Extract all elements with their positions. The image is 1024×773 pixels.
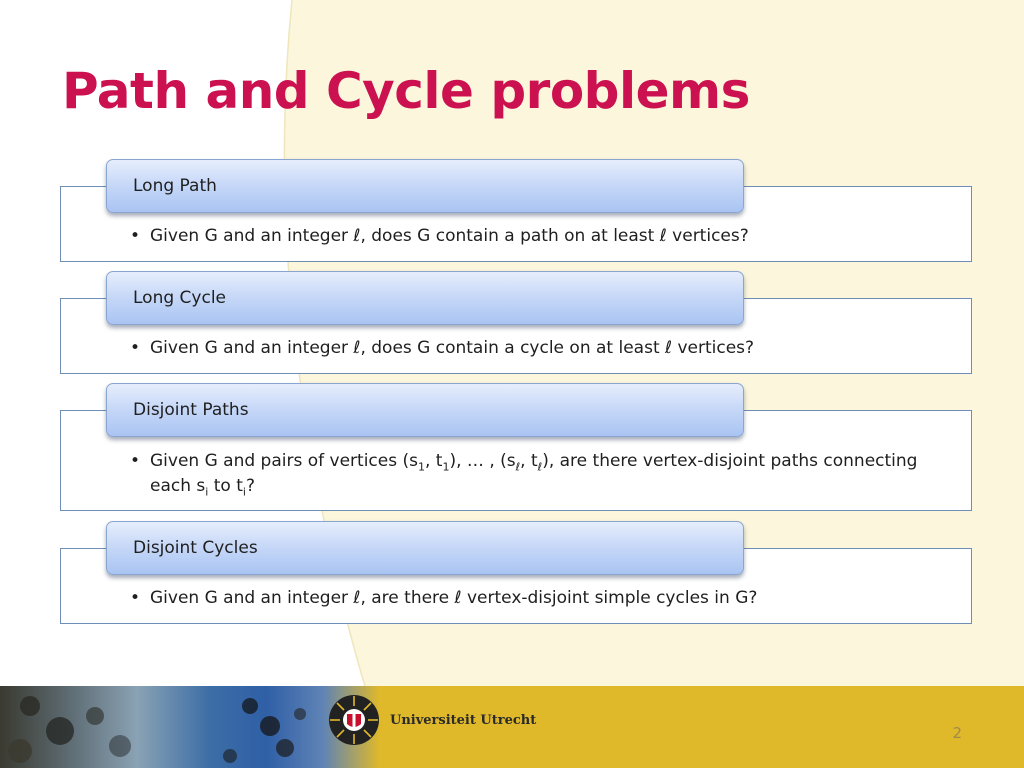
slide-title: Path and Cycle problems bbox=[62, 62, 750, 120]
bullet-text: Given G and pairs of vertices ($s_1$, $t_1$), … , ($s_\ell$, $t_\ell$), are there vertex-disjoint paths connecting each $s_i$ to $t_i$? bbox=[150, 451, 918, 499]
bullet-text: Given G and an integer ℓ, does G contain a cycle on at least ℓ vertices? bbox=[150, 338, 755, 358]
item-heading-disjoint-cycles: Disjoint Cycles bbox=[106, 521, 744, 575]
university-logo bbox=[328, 694, 536, 746]
footer-photo-texture bbox=[0, 686, 380, 768]
sun-seal-icon bbox=[328, 694, 380, 746]
footer-bar bbox=[0, 686, 1024, 768]
item-heading-disjoint-paths: Disjoint Paths bbox=[106, 383, 744, 437]
item-bullet bbox=[130, 336, 934, 361]
item-heading-long-path: Long Path bbox=[106, 159, 744, 213]
page-number: 2 bbox=[952, 724, 962, 742]
bullet-text: Given G and an integer ℓ, does G contain a path on at least ℓ vertices? bbox=[150, 226, 749, 246]
item-bullet bbox=[130, 224, 934, 249]
bullet-dot: • bbox=[130, 451, 141, 471]
bullet-dot: • bbox=[130, 226, 141, 246]
bullet-dot: • bbox=[130, 338, 141, 358]
item-bullet bbox=[130, 449, 934, 499]
footer-photo bbox=[0, 686, 380, 768]
item-heading-long-cycle: Long Cycle bbox=[106, 271, 744, 325]
university-name: Universiteit Utrecht bbox=[390, 712, 537, 728]
bullet-text: Given G and an integer ℓ, are there ℓ vertex-disjoint simple cycles in G? bbox=[150, 588, 758, 608]
item-bullet bbox=[130, 586, 934, 611]
bullet-dot: • bbox=[130, 588, 141, 608]
